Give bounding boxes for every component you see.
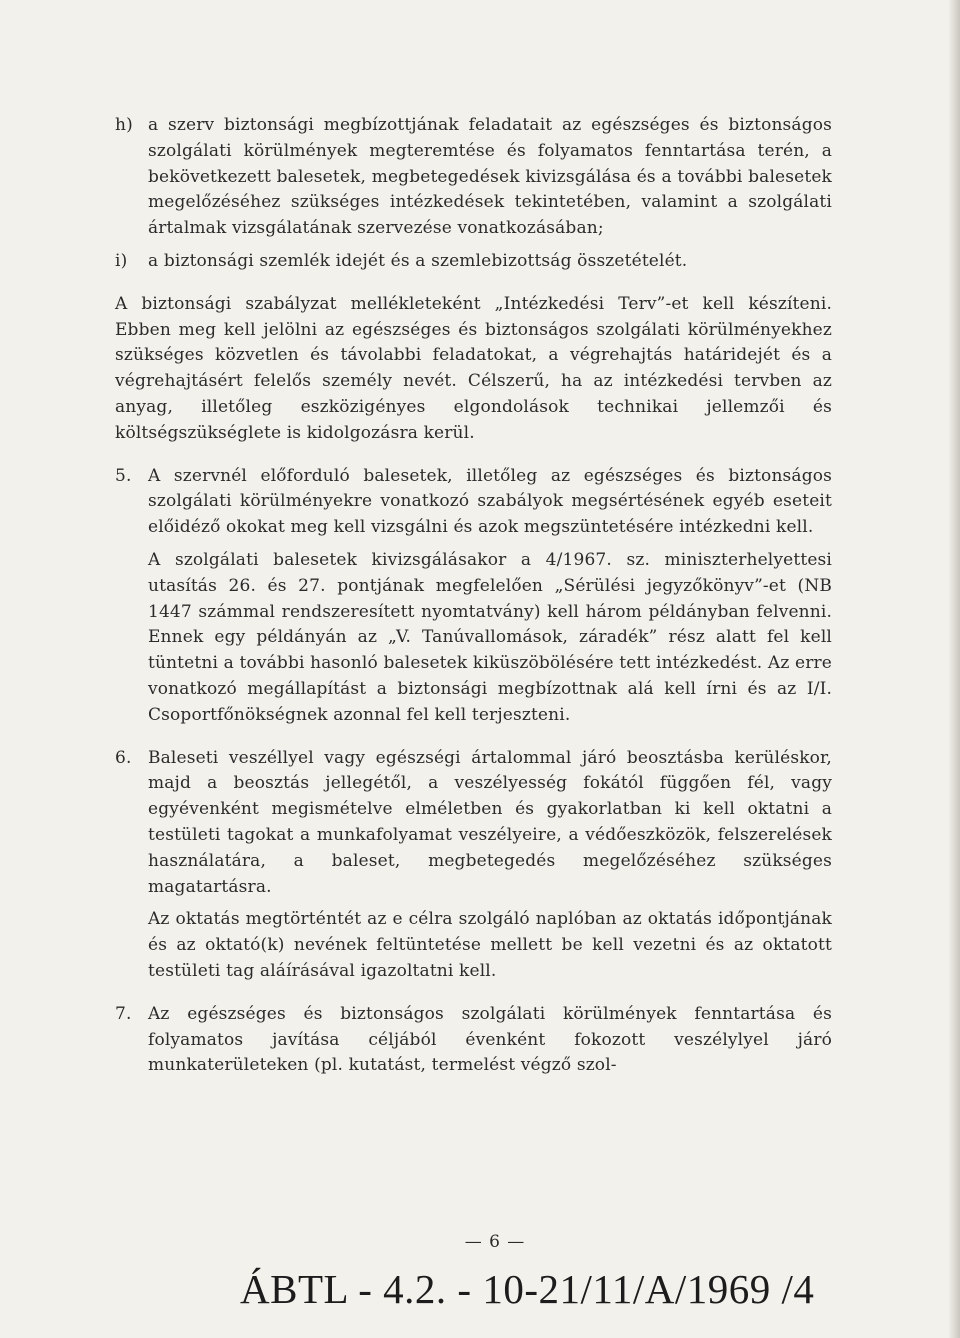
section-paragraph: A szervnél előforduló balesetek, illetőleg az egészséges és biztonságos szolgálati körülményekre vonatkozó szabályok megsértésének egyéb eseteit előidéző okokat meg kell vizsgálni és azok megszüntetésére intézkedni kell. (148, 465, 832, 538)
list-marker: i) (115, 250, 128, 271)
section-paragraph: Baleseti veszéllyel vagy egészségi ártalommal járó beosztásba kerüléskor, majd a beosztás jellegétől, a veszélyesség fokától függően fél, vagy egyévenként megismételve elméletben és gyakorlatban ki kell oktatni a testületi tagokat a munkafolyamat veszélyeire, a védőeszközök, felszerelések használatára, a baleset, megbetegedés megelőzéséhez szükséges magatartásra. (148, 747, 832, 897)
list-item-text: a biztonsági szemlék idejét és a szemlebizottság összetételét. (148, 250, 688, 271)
section-6 (115, 746, 832, 985)
section-5 (115, 464, 832, 729)
section-number: 7. (115, 1003, 132, 1024)
archive-reference-stamp: ÁBTL - 4.2. - 10-21/11/A/1969 /4 (240, 1266, 815, 1312)
page-edge (948, 0, 960, 1338)
page-number (0, 1232, 960, 1252)
section-paragraph: Az oktatás megtörténtét az e célra szolgáló naplóban az oktatás időpontjának és az oktató(k) nevének feltüntetése mellett be kell vezetni és az oktatott testületi tag aláírásával igazoltatni kell. (148, 909, 832, 981)
paragraph-intezkedesi-terv: A biztonsági szabályzat mellékleteként „Intézkedési Terv”-et kell készíteni. Ebben meg kell jelölni az egészséges és biztonságos szolgálati körülményekhez szükséges közvetlen és távolabbi feladatokat, a végrehajtás határidejét és a végrehajtásért felelős személy nevét. Célszerű, ha az intézkedési tervben az anyag, illetőleg eszközigényes elgondolások technikai jellemzői és költségszükséglete is kidolgozásra kerül. (115, 293, 832, 443)
section-paragraph: A szolgálati balesetek kivizsgálásakor a 4/1967. sz. miniszterhelyettesi utasítás 26. és 27. pontjának megfelelően „Sérülési jegyzőkönyv”-et (NB 1447 számmal rendszeresített nyomtatvány) kell három példányban felvenni. Ennek egy példányán az „V. Tanúvallomások, záradék” rész alatt fel kell tüntetni a további hasonló balesetek kiküszöbölésére tett intézkedést. Az erre vonatkozó megállapítást a biztonsági megbízottnak alá kell írni és az I/I. Csoportfőnökségnek azonnal fel kell terjeszteni. (148, 549, 832, 725)
section-7 (115, 1002, 832, 1079)
list-item-text: a szerv biztonsági megbízottjának feladatait az egészséges és biztonságos szolgálati körülmények megteremtése és folyamatos fenntartása terén, a bekövetkezett balesetek, megbetegedések kivizsgálása és a további balesetek megelőzéséhez szükséges intézkedések tekintetében, valamint a szolgálati ártalmak vizsgálatának szervezése vonatkozásában; (148, 115, 832, 239)
section-number: 5. (115, 465, 132, 486)
section-number: 6. (115, 747, 132, 768)
list-item-h (115, 113, 832, 242)
list-item-i (115, 249, 832, 275)
page-number-text: — 6 — (464, 1232, 526, 1252)
list-marker: h) (115, 115, 133, 135)
document-body (115, 113, 832, 1079)
section-paragraph: Az egészséges és biztonságos szolgálati körülmények fenntartása és folyamatos javítása céljából évenként fokozott veszélylyel járó munkaterületeken (pl. kutatást, termelést végző szol- (148, 1003, 832, 1076)
